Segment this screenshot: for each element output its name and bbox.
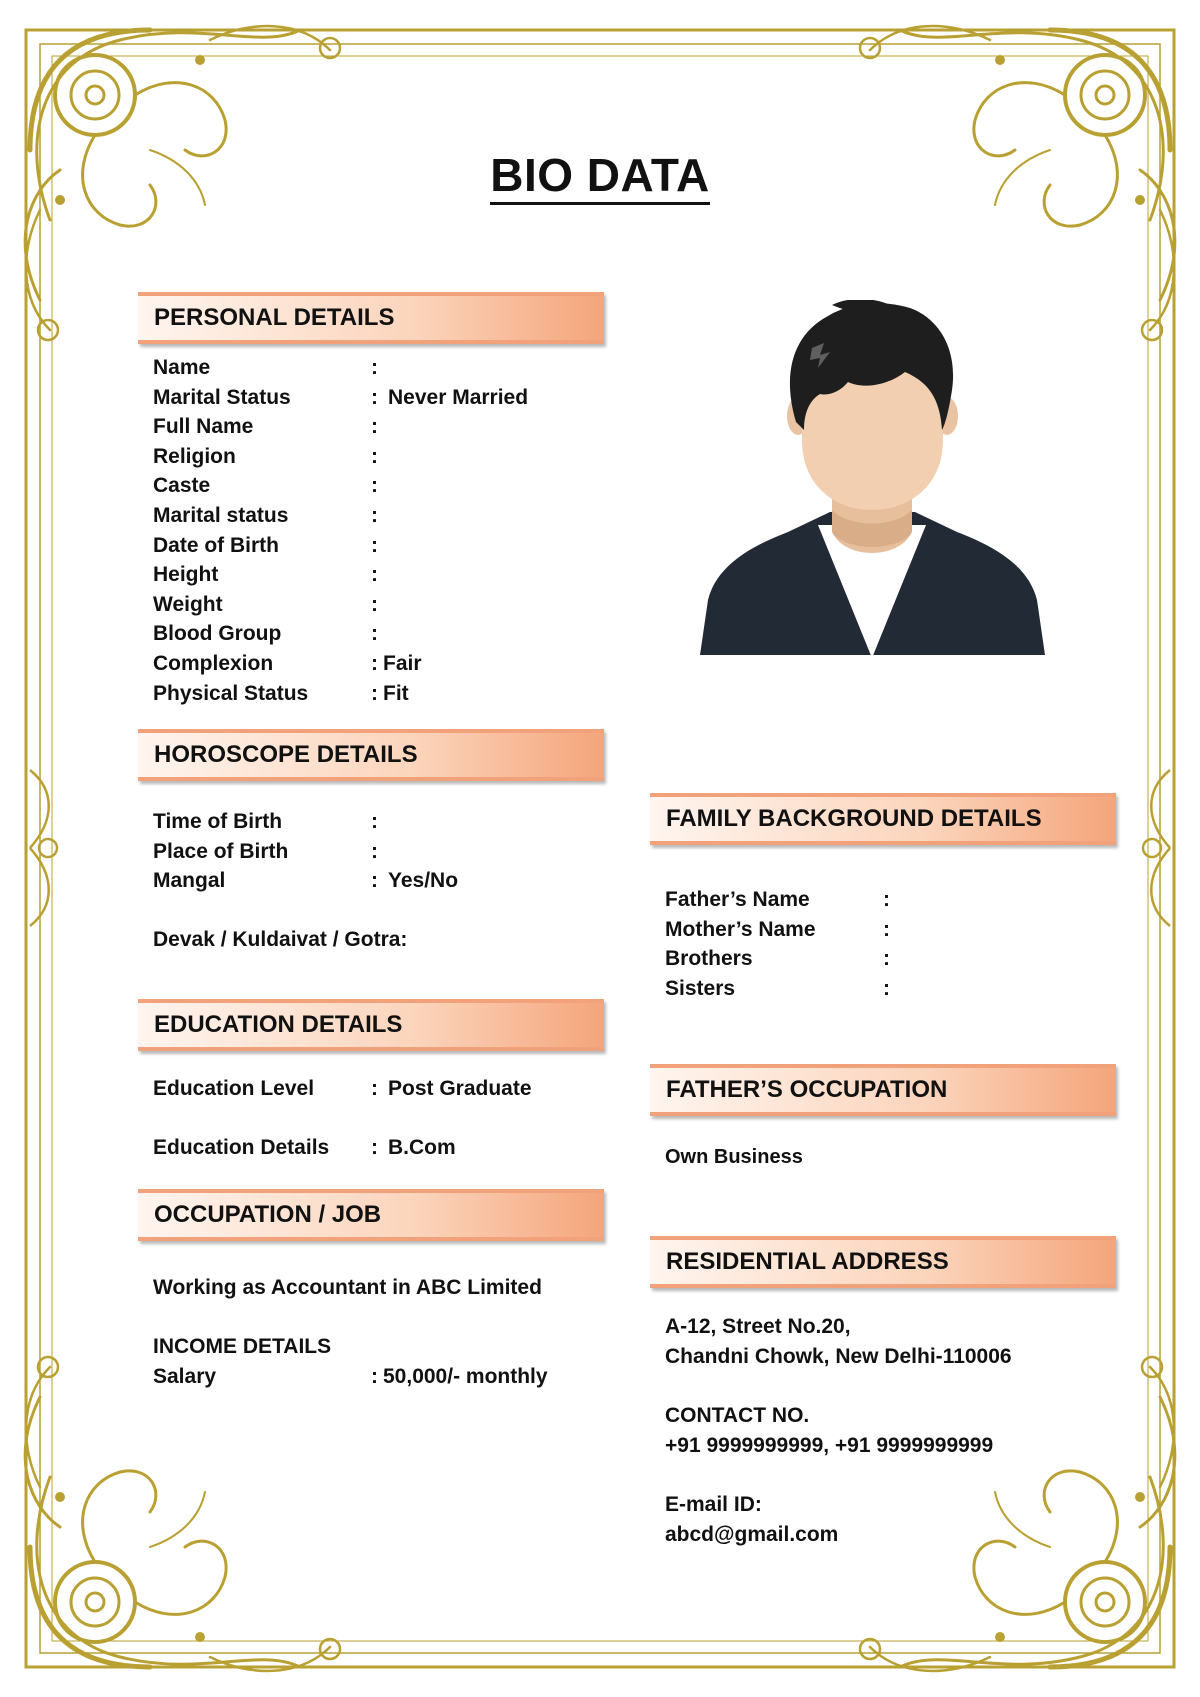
field-label: Sisters (665, 976, 736, 1000)
field-value: Fit (383, 681, 409, 705)
education-level-value: Post Graduate (388, 1077, 532, 1100)
list-item (153, 412, 623, 442)
colon-separator: : (883, 917, 890, 941)
field-label: Weight (153, 592, 223, 616)
field-label: Complexion (153, 651, 274, 675)
colon-separator: : (371, 869, 378, 893)
email-label: E-mail ID: (665, 1493, 762, 1516)
list-item (153, 837, 623, 867)
colon-separator: : (371, 839, 378, 863)
contact-label: CONTACT NO. (665, 1404, 810, 1427)
list-item (153, 866, 623, 896)
gotra-label: Devak / Kuldaivat / Gotra: (153, 928, 408, 951)
fathers-occupation-text: Own Business (665, 1146, 803, 1168)
colon-separator: : (371, 474, 378, 498)
education-details-header: EDUCATION DETAILS (138, 999, 604, 1051)
colon-separator: : (371, 563, 378, 587)
field-label: Religion (153, 444, 236, 468)
colon-separator: : (883, 947, 890, 971)
salary-label: Salary (153, 1365, 217, 1388)
occupation-header: OCCUPATION / JOB (138, 1189, 604, 1241)
field-value: Yes/No (388, 869, 459, 893)
colon-separator: : (371, 356, 378, 379)
list-item (153, 590, 623, 620)
field-label: Marital Status (153, 385, 291, 409)
address-line-2: Chandni Chowk, New Delhi-110006 (665, 1345, 1012, 1368)
field-label: Mangal (153, 869, 226, 893)
horoscope-details-list (153, 807, 623, 896)
occupation-text: Working as Accountant in ABC Limited (153, 1276, 542, 1299)
list-item (153, 807, 623, 837)
education-details-label: Education Details (153, 1136, 330, 1159)
field-label: Brothers (665, 947, 753, 971)
colon-separator: : (371, 1365, 378, 1388)
family-background-list (665, 885, 1125, 1003)
field-label: Father’s Name (665, 888, 810, 911)
page-title-text: BIO DATA (490, 149, 710, 205)
list-item (153, 560, 623, 590)
field-label: Name (153, 356, 211, 379)
colon-separator: : (371, 444, 378, 468)
list-item (153, 619, 623, 649)
colon-separator: : (371, 592, 378, 616)
colon-separator: : (371, 415, 378, 439)
email-value: abcd@gmail.com (665, 1523, 839, 1546)
colon-separator: : (371, 681, 378, 705)
field-label: Place of Birth (153, 839, 289, 863)
address-line-1: A-12, Street No.20, (665, 1315, 851, 1338)
list-item (153, 471, 623, 501)
contact-value: +91 9999999999, +91 9999999999 (665, 1434, 994, 1457)
list-item (153, 501, 623, 531)
field-label: Height (153, 563, 219, 587)
colon-separator: : (371, 385, 378, 409)
profile-avatar (700, 300, 1045, 655)
income-details-heading: INCOME DETAILS (153, 1335, 332, 1358)
residential-address-header: RESIDENTIAL ADDRESS (650, 1236, 1116, 1288)
colon-separator: : (371, 533, 378, 557)
field-label: Full Name (153, 415, 254, 439)
field-value: Never Married (388, 385, 529, 409)
list-item (665, 974, 1125, 1004)
page-title (0, 148, 1200, 202)
colon-separator: : (883, 976, 890, 1000)
family-background-header: FAMILY BACKGROUND DETAILS (650, 793, 1116, 845)
colon-separator: : (371, 651, 378, 675)
colon-separator: : (883, 888, 890, 911)
colon-separator: : (371, 503, 378, 527)
fathers-occupation-header: FATHER’S OCCUPATION (650, 1064, 1116, 1116)
list-item (665, 944, 1125, 974)
education-level-label: Education Level (153, 1077, 315, 1100)
colon-separator: : (371, 1077, 378, 1100)
horoscope-details-header: HOROSCOPE DETAILS (138, 729, 604, 781)
list-item (153, 442, 623, 472)
colon-separator: : (371, 622, 378, 646)
field-label: Date of Birth (153, 533, 279, 557)
field-label: Marital status (153, 503, 289, 527)
list-item (153, 649, 623, 679)
field-label: Physical Status (153, 681, 309, 705)
list-item (153, 531, 623, 561)
list-item (153, 679, 623, 709)
list-item (153, 353, 623, 383)
field-label: Mother’s Name (665, 917, 816, 941)
field-value: Fair (383, 651, 422, 675)
personal-details-list (153, 353, 623, 708)
education-details-value: B.Com (388, 1136, 456, 1159)
personal-details-header: PERSONAL DETAILS (138, 292, 604, 344)
list-item (665, 885, 1125, 915)
field-label: Caste (153, 474, 211, 498)
colon-separator: : (371, 810, 378, 833)
colon-separator: : (371, 1136, 378, 1159)
list-item (665, 915, 1125, 945)
salary-value: 50,000/- monthly (383, 1365, 548, 1388)
field-label: Blood Group (153, 622, 282, 646)
list-item (153, 383, 623, 413)
field-label: Time of Birth (153, 810, 283, 833)
